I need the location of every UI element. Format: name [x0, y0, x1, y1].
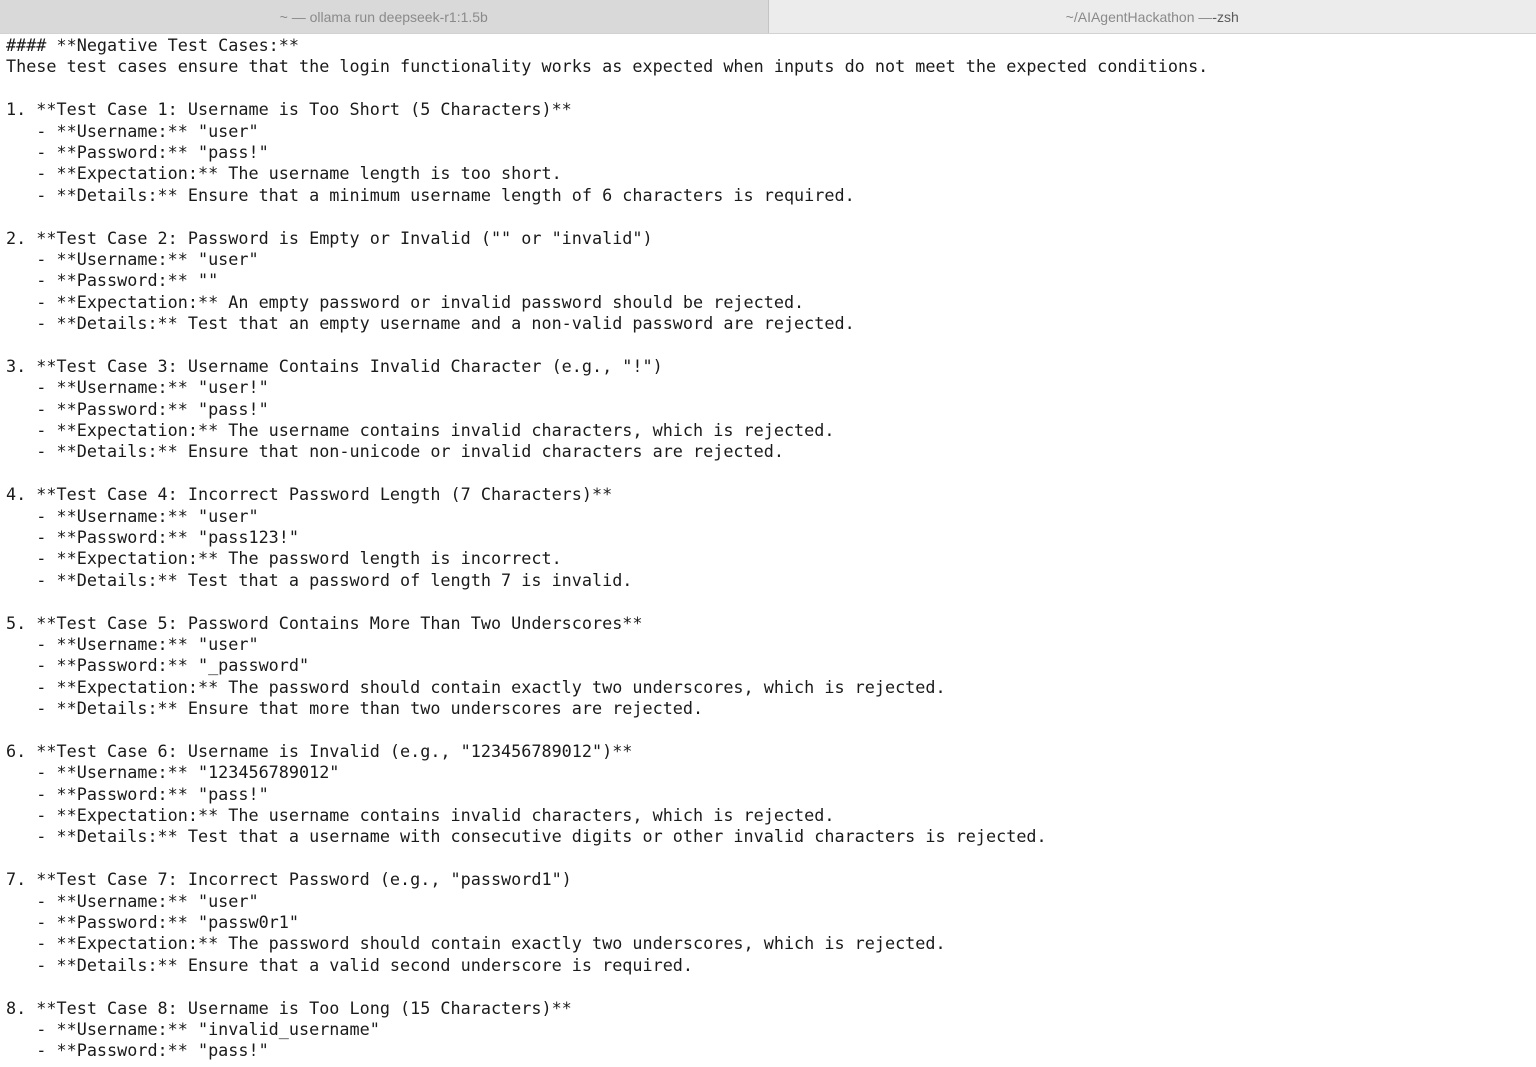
terminal-line: - **Expectation:** The username contains invalid characters, which is rejected. [6, 805, 835, 826]
terminal-line: - **Username:** "user" [6, 505, 259, 526]
terminal-line [6, 848, 1536, 869]
terminal-line: - **Username:** "user" [6, 120, 259, 141]
terminal-line: - **Username:** "user!" [6, 377, 269, 398]
terminal-line: - **Details:** Ensure that a valid second underscore is required. [6, 954, 694, 975]
terminal-line [6, 206, 1536, 227]
terminal-line [6, 334, 1536, 355]
terminal-line: - **Password:** "" [6, 270, 219, 291]
terminal-line: 5. **Test Case 5: Password Contains More Than Two Underscores** [6, 612, 643, 633]
terminal-line: - **Password:** "_password" [6, 655, 310, 676]
terminal-line [6, 78, 1536, 99]
terminal-line: - **Expectation:** The password should contain exactly two underscores, which is rejected. [6, 933, 946, 954]
terminal-line: - **Username:** "invalid_username" [6, 1018, 380, 1039]
terminal-line: 3. **Test Case 3: Username Contains Invalid Character (e.g., "!") [6, 355, 663, 376]
tab-zsh-label-prefix: ~/AIAgentHackathon — [1065, 8, 1213, 25]
terminal-line: 6. **Test Case 6: Username is Invalid (e.g., "123456789012")** [6, 740, 633, 761]
terminal-line: - **Username:** "user" [6, 633, 259, 654]
terminal-tab-bar [0, 0, 1536, 34]
terminal-line: - **Username:** "user" [6, 890, 259, 911]
terminal-line [6, 591, 1536, 612]
terminal-line: - **Details:** Test that an empty username and a non-valid password are rejected. [6, 313, 855, 334]
terminal-line [6, 463, 1536, 484]
terminal-line: 2. **Test Case 2: Password is Empty or Invalid ("" or "invalid") [6, 227, 653, 248]
terminal-line: - **Password:** "pass123!" [6, 526, 299, 547]
terminal-line: - **Expectation:** The username length is too short. [6, 163, 562, 184]
terminal-line: - **Password:** "pass!" [6, 398, 269, 419]
terminal-line: - **Details:** Ensure that a minimum username length of 6 characters is required. [6, 184, 855, 205]
terminal-line: - **Details:** Test that a username with consecutive digits or other invalid characters is rejected. [6, 826, 1047, 847]
terminal-line: - **Expectation:** An empty password or invalid password should be rejected. [6, 291, 805, 312]
terminal-line: - **Details:** Test that a password of length 7 is invalid. [6, 569, 633, 590]
terminal-line: 1. **Test Case 1: Username is Too Short (5 Characters)** [6, 99, 572, 120]
terminal-line [6, 976, 1536, 997]
terminal-line [6, 720, 1536, 741]
terminal-line: 7. **Test Case 7: Incorrect Password (e.g., "password1") [6, 869, 572, 890]
terminal-line: These test cases ensure that the login functionality works as expected when inputs do not meet the expected conditions. [6, 56, 1209, 77]
terminal-line: - **Details:** Ensure that non-unicode or invalid characters are rejected. [6, 441, 784, 462]
terminal-output[interactable] [6, 35, 1536, 1067]
terminal-line: - **Expectation:** The username contains invalid characters, which is rejected. [6, 420, 835, 441]
terminal-line: - **Username:** "user" [6, 248, 259, 269]
terminal-line: - **Expectation:** The password should contain exactly two underscores, which is rejected. [6, 676, 946, 697]
terminal-line: - **Password:** "pass!" [6, 1040, 269, 1061]
terminal-line: - **Password:** "pass!" [6, 783, 269, 804]
terminal-line: 8. **Test Case 8: Username is Too Long (15 Characters)** [6, 997, 572, 1018]
terminal-line: - **Password:** "pass!" [6, 141, 269, 162]
tab-zsh[interactable] [769, 0, 1536, 33]
tab-ollama-label: ~ — ollama run deepseek-r1:1.5b [279, 8, 488, 25]
tab-zsh-label-suffix: -zsh [1212, 8, 1239, 25]
terminal-line: - **Expectation:** The password length is incorrect. [6, 548, 562, 569]
terminal-line: - **Username:** "123456789012" [6, 762, 340, 783]
tab-ollama[interactable] [0, 0, 769, 33]
terminal-line: - **Details:** Ensure that more than two underscores are rejected. [6, 698, 704, 719]
terminal-line: - **Password:** "passw0r1" [6, 912, 299, 933]
terminal-line: #### **Negative Test Cases:** [6, 35, 299, 55]
terminal-line: 4. **Test Case 4: Incorrect Password Length (7 Characters)** [6, 484, 613, 505]
